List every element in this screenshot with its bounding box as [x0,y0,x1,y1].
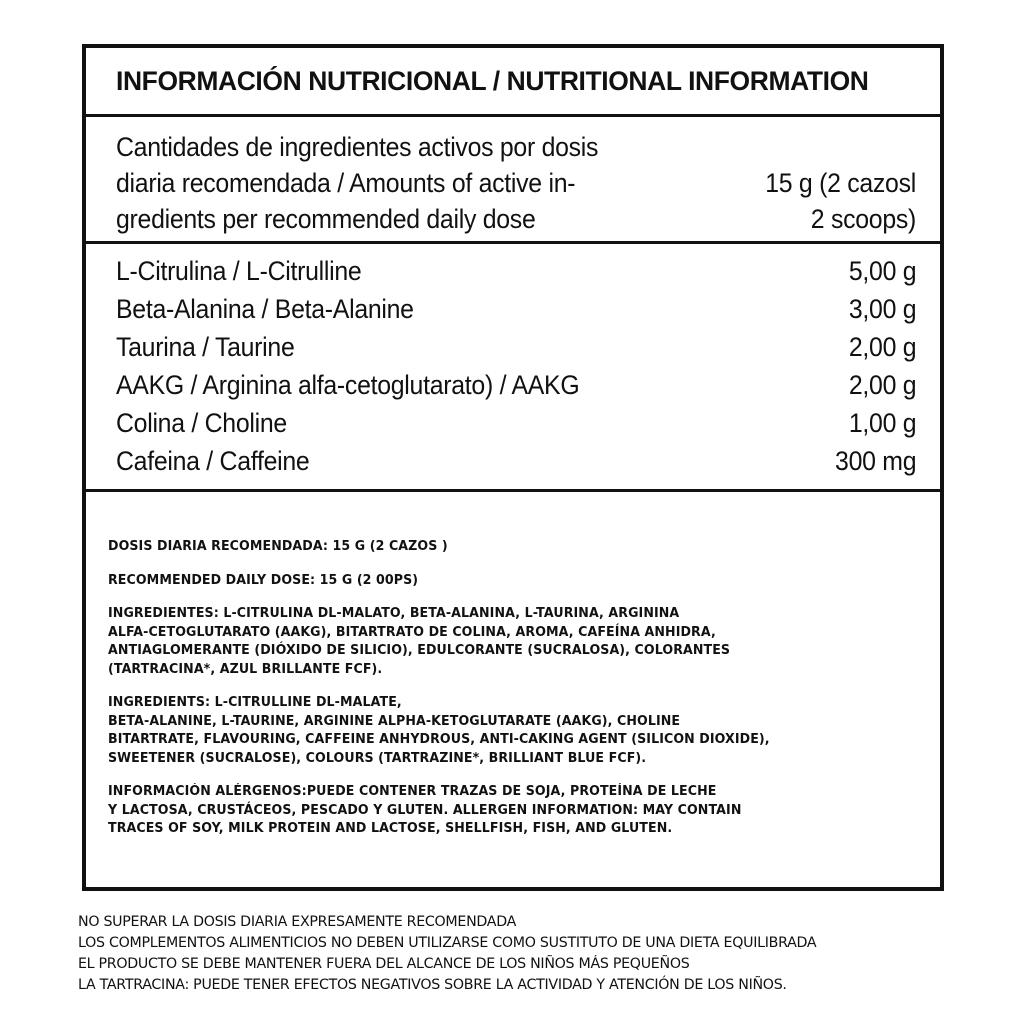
warning-line: EL PRODUCTO SE DEBE MANTENER FUERA DEL ALCANCE DE LOS NIÑOS MÁS PEQUEÑOS [78,956,690,972]
ingredient-row [116,446,916,484]
ingredients-table [86,244,940,492]
ingredient-row [116,294,916,332]
recommended-dose-en: RECOMMENDED DAILY DOSE: 15 G (2 00PS) [108,572,419,588]
title-row [86,48,940,117]
warning-line: LOS COMPLEMENTOS ALIMENTICIOS NO DEBEN UTILIZARSE COMO SUSTITUTO DE UNA DIETA EQUILIBRADA [78,935,817,951]
ingredient-row [116,332,916,370]
ingredient-row [116,370,916,408]
ingredient-amount: 2,00 g [848,332,916,362]
fine-print-section [108,538,938,854]
ingredient-amount: 2,00 g [848,370,916,400]
allergen-information: INFORMACIÓN ALÉRGENOS:PUEDE CONTENER TRAZAS DE SOJA, PROTEÍNA DE LECHE Y LACTOSA, CRUSTÁCEOS, PESCADO Y GLUTEN. ALLERGEN INFORMATION: MAY CONTAIN TRACES OF SOY, MILK PROTEIN AND LACTOSE, SHELLFISH, FISH, AND GLUTEN. [108,784,742,836]
dose-amount: 15 g (2 cazosl 2 scoops) [765,168,916,234]
nutrition-label [82,44,944,891]
warning-line: NO SUPERAR LA DOSIS DIARIA EXPRESAMENTE RECOMENDADA [78,914,517,930]
ingredient-row [116,256,916,294]
ingredient-amount: 3,00 g [848,294,916,324]
ingredient-name: Cafeina / Caffeine [116,446,310,476]
ingredients-list-es: INGREDIENTES: L-CITRULINA DL-MALATO, BETA-ALANINA, L-TAURINA, ARGININA ALFA-CETOGLUTARATO (AAKG), BITARTRATO DE COLINA, AROMA, CAFEÍNA ANHIDRA, ANTIAGLOMERANTE (DIÓXIDO DE SILICIO), EDULCORANTE (SUCRALOSA), COLORANTES (TARTRACINA*, AZUL BRILLANTE FCF). [108,606,731,677]
ingredient-name: AAKG / Arginina alfa-cetoglutarato) / AAKG [116,370,580,400]
ingredient-row [116,408,916,446]
label-title: INFORMACIÓN NUTRICIONAL / NUTRITIONAL INFORMATION [116,66,869,96]
dose-description: Cantidades de ingredientes activos por dosis diaria recomendada / Amounts of active in- gredients per recommended daily dose [116,132,599,234]
ingredient-name: Beta-Alanina / Beta-Alanine [116,294,414,324]
recommended-dose-es: DOSIS DIARIA RECOMENDADA: 15 G (2 CAZOS ) [108,539,448,554]
ingredient-name: Taurina / Taurine [116,332,295,362]
ingredient-name: Colina / Choline [116,408,287,438]
warnings-block [78,912,978,996]
ingredient-name: L-Citrulina / L-Citrulline [116,256,362,286]
ingredient-amount: 300 mg [834,446,916,476]
ingredient-amount: 5,00 g [848,256,916,286]
ingredients-list-en: INGREDIENTS: L-CITRULLINE DL-MALATE, BETA-ALANINE, L-TAURINE, ARGININE ALPHA-KETOGLUTARATE (AAKG), CHOLINE BITARTRATE, FLAVOURING, CAFFEINE ANHYDROUS, ANTI-CAKING AGENT (SILICON DIOXIDE), SWEETENER (SUCRALOSE), COLOURS (TARTRAZINE*, BRILLIANT BLUE FCF). [108,695,770,766]
dose-header-row [86,117,940,244]
warning-line: LA TARTRACINA: PUEDE TENER EFECTOS NEGATIVOS SOBRE LA ACTIVIDAD Y ATENCIÓN DE LOS NIÑOS. [78,977,787,993]
ingredient-amount: 1,00 g [848,408,916,438]
